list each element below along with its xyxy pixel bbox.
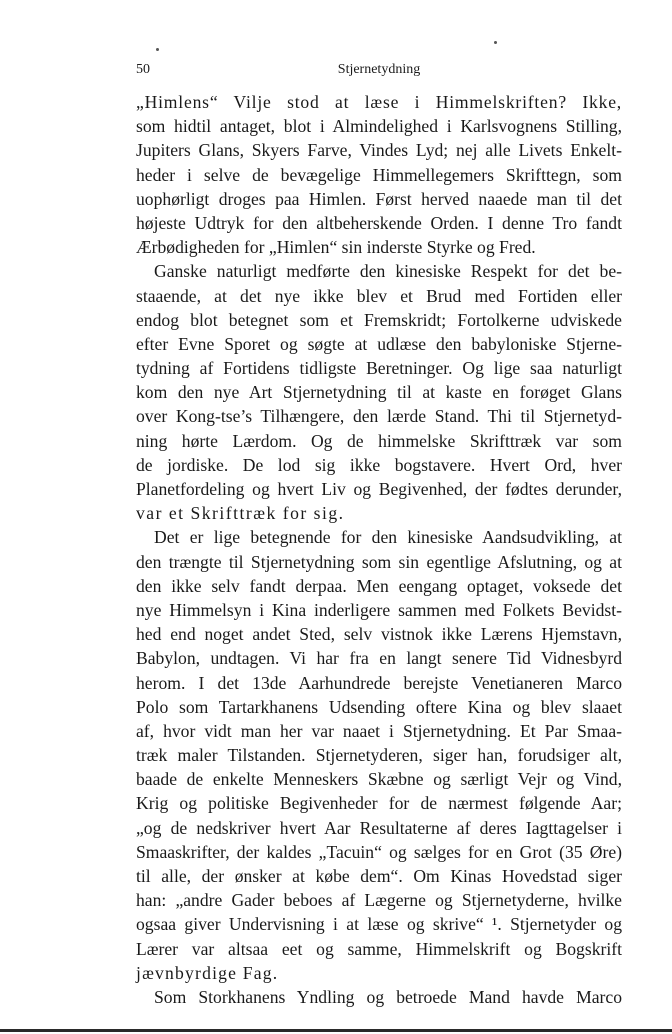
text-line: til alle, der ønsker at købe dem“. Om Kinas Hovedstad siger	[136, 866, 622, 886]
text-line: nye Himmelsyn i Kina inderligere sammen med Folkets Bevidst-	[136, 599, 622, 620]
text-line: over Kong-tse’s Tilhængere, den lærde Stand. Thi til Stjernetyd-	[136, 406, 622, 427]
text-line: staaende, at det nye ikke blev et Brud med Fortiden eller	[136, 285, 622, 306]
text-line: Det er lige betegnende for den kinesiske Aandsudvikling, at	[154, 527, 622, 548]
text-line: hed end noget andet Sted, selv vistnok ikke Lærens Hjemstavn,	[136, 624, 622, 645]
text-line: kom den nye Art Stjernetydning til at kaste en forøget Glans	[136, 382, 622, 403]
body-text	[136, 90, 622, 1009]
text-line: „Himlens“ Vilje stod at læse i Himmelskriften? Ikke,	[136, 92, 622, 112]
text-line: uophørligt droges paa Himlen. Først herved naaede man til det	[136, 188, 622, 209]
text-line: heder i selve de bevægelige Himmellegemers Skrifttegn, som	[136, 164, 622, 185]
ink-speck	[156, 48, 159, 51]
text-line: „og de nedskriver hvert Aar Resultaterne af deres Iagttagelser i	[136, 817, 622, 838]
text-line: herom. I det 13de Aarhundrede berejste Venetianeren Marco	[136, 672, 622, 693]
text-line: Lærer var altsaa eet og samme, Himmelskrift og Bogskrift	[136, 938, 622, 959]
text-line: jævnbyrdige Fag.	[136, 962, 279, 983]
text-line: den ikke selv fandt derpaa. Men eengang optaget, voksede det	[136, 575, 622, 596]
text-line: Krig og politiske Begivenheder for de nærmest følgende Aar;	[136, 793, 622, 814]
text-line: ning hørte Lærdom. Og de himmelske Skrifttræk var som	[136, 430, 622, 451]
text-line: de jordiske. De lod sig ikke bogstavere. Hvert Ord, hver	[136, 454, 622, 475]
text-line: Planetfordeling og hvert Liv og Begivenhed, der fødtes derunder,	[136, 479, 622, 499]
text-line: var et Skrifttræk for sig.	[136, 503, 345, 524]
text-line: Babylon, undtagen. Vi har fra en langt senere Tid Vidnesbyrd	[136, 648, 622, 669]
text-line: Som Storkhanens Yndling og betroede Mand havde Marco	[154, 986, 622, 1007]
text-line: Ærbødigheden for „Himlen“ sin inderste Styrke og Fred.	[136, 237, 536, 258]
text-line: Ganske naturligt medførte den kinesiske Respekt for det be-	[154, 261, 622, 282]
text-line: tydning af Fortidens tidligste Beretninger. Og lige saa naturligt	[136, 358, 622, 379]
page-edge-rule	[0, 1029, 672, 1032]
text-line: Jupiters Glans, Skyers Farve, Vindes Lyd; nej alle Livets Enkelt-	[136, 140, 622, 161]
page-header	[136, 62, 622, 82]
text-line: den trængte til Stjernetydning som sin egentlige Afslutning, og at	[136, 551, 622, 572]
text-line: af, hvor vidt man her var naaet i Stjernetydning. Et Par Smaa-	[136, 720, 622, 741]
text-line: endog blot betegnet som et Fremskridt; Fortolkerne udviskede	[136, 309, 622, 330]
text-line: baade de enkelte Menneskers Skæbne og særligt Vejr og Vind,	[136, 769, 622, 790]
text-line: højeste Udtryk for den altbeherskende Orden. I denne Tro fandt	[136, 212, 622, 233]
text-line: efter Evne Sporet og søgte at udlæse den babyloniske Stjerne-	[136, 333, 622, 354]
text-line: som hidtil antaget, blot i Almindelighed i Karlsvognens Stilling,	[136, 116, 622, 137]
ink-speck	[494, 41, 497, 44]
page-number: 50	[136, 62, 150, 77]
running-title: Stjernetydning	[337, 62, 421, 77]
text-line: Smaaskrifter, der kaldes „Tacuin“ og sælges for en Grot (35 Øre)	[136, 841, 622, 862]
text-line: han: „andre Gader beboes af Lægerne og Stjernetyderne, hvilke	[136, 890, 622, 911]
text-line: Polo som Tartarkhanens Udsending oftere Kina og blev slaaet	[136, 696, 622, 717]
text-line: træk maler Tilstanden. Stjernetyderen, siger han, forudsiger alt,	[136, 745, 622, 766]
text-line: ogsaa giver Undervisning i at læse og skrive“ ¹. Stjernetyder og	[136, 914, 622, 935]
